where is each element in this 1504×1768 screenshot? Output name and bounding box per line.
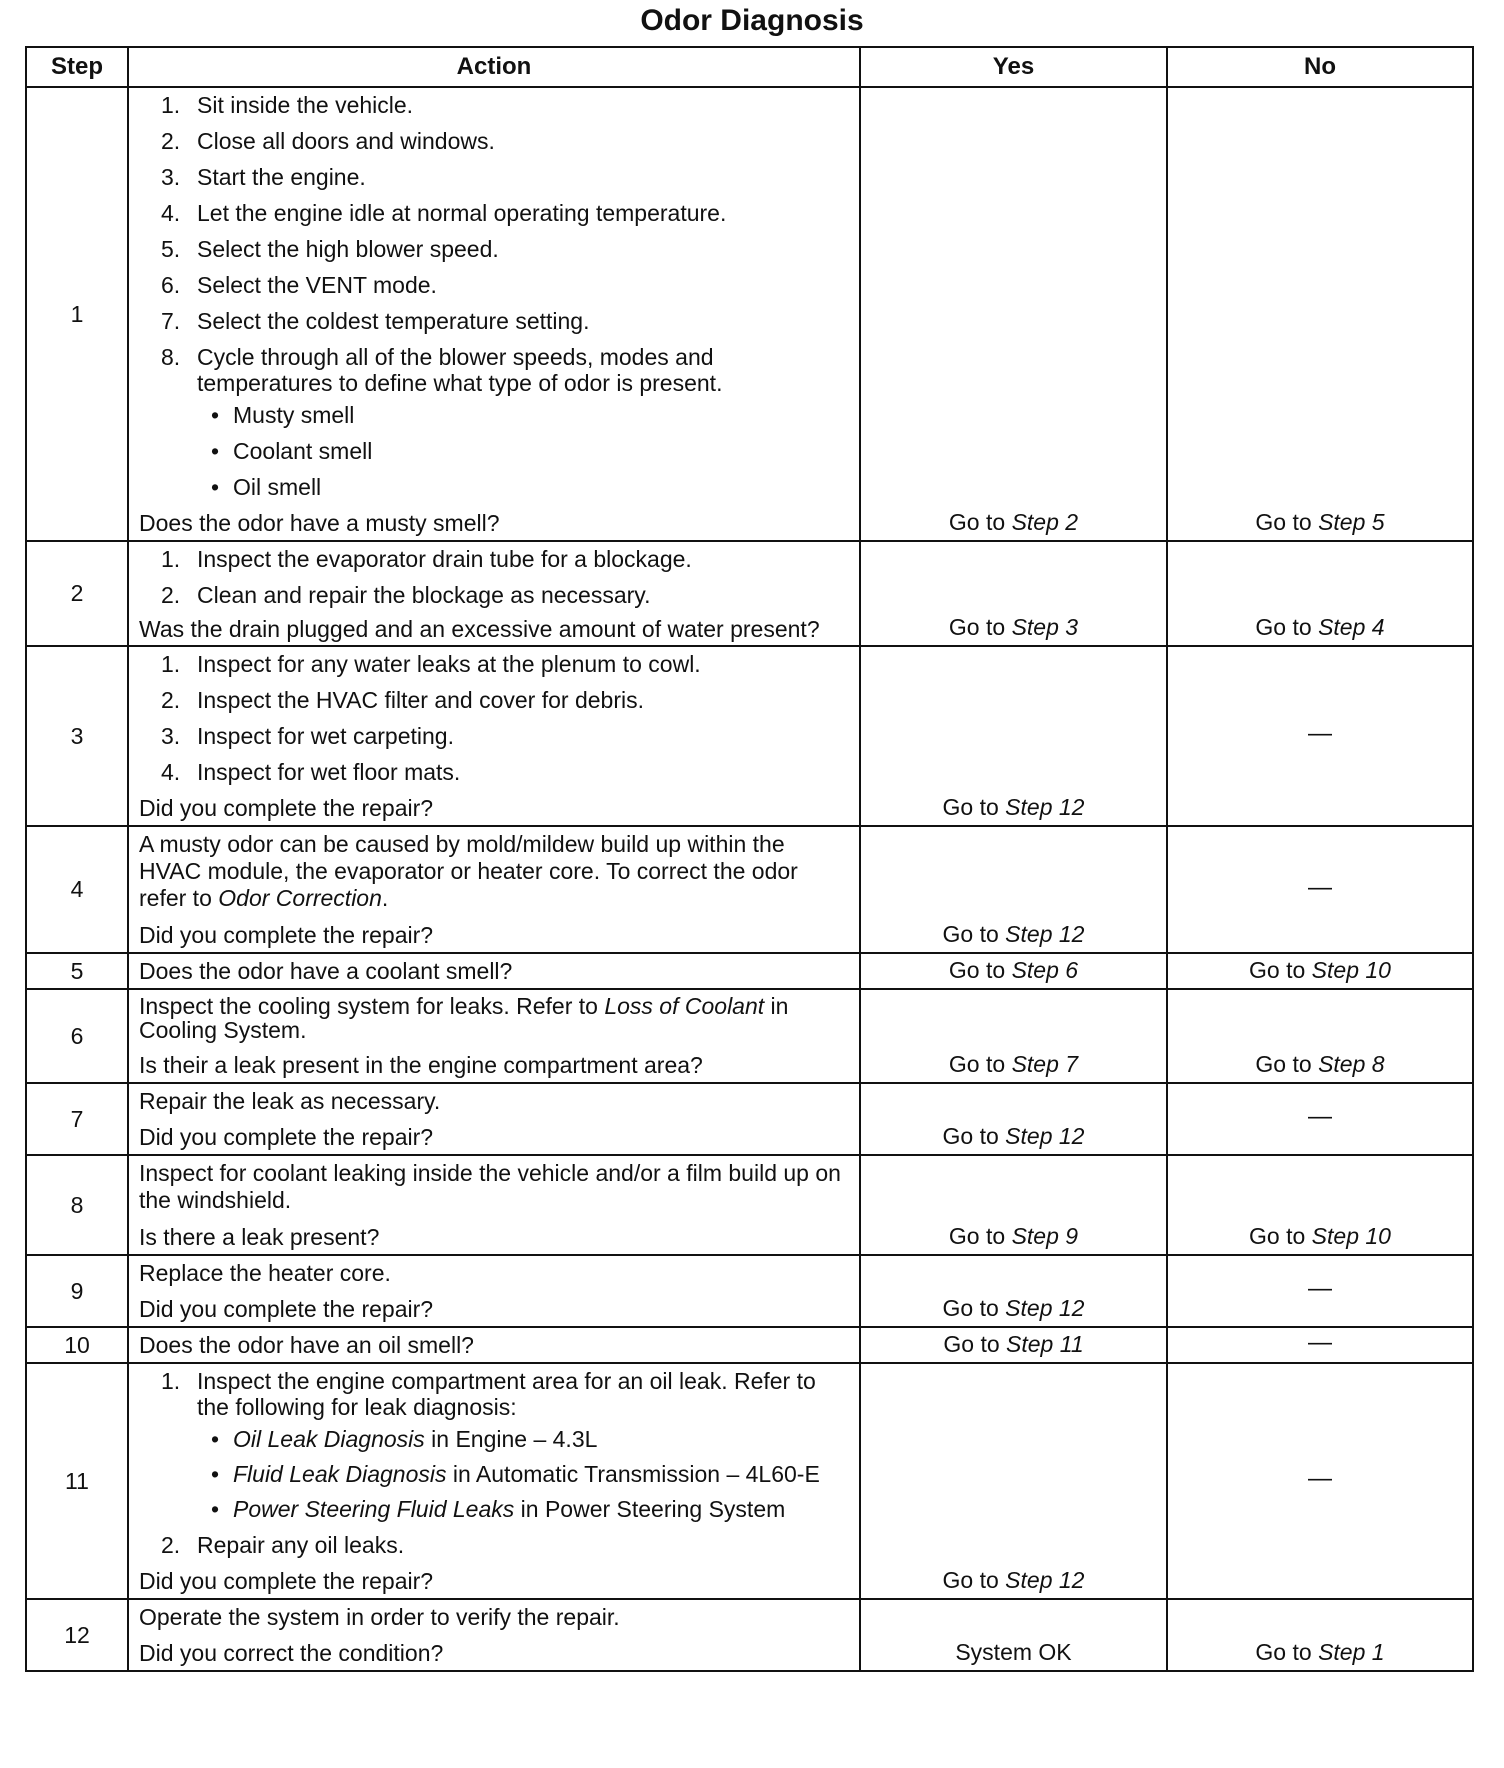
- table-row: [26, 541, 1473, 646]
- step-number: 8: [26, 1155, 128, 1255]
- step-number: 7: [26, 1083, 128, 1155]
- bullet-list: [139, 402, 849, 500]
- step-number: 5: [26, 953, 128, 989]
- numbered-list: [139, 92, 849, 396]
- list-item: 8. Cycle through all of the blower speeds, modes and temperatures to define what type of odor is present.: [161, 344, 723, 396]
- header-yes: Yes: [860, 47, 1167, 87]
- bullet-item: • Power Steering Fluid Leaks in Power Steering System: [211, 1496, 786, 1522]
- question: Does the odor have a coolant smell?: [139, 958, 513, 984]
- numbered-list: [139, 1532, 849, 1558]
- question: Is there a leak present?: [139, 1224, 380, 1250]
- table-row: [26, 1327, 1473, 1363]
- table-row: [26, 989, 1473, 1083]
- no-cell: Go to Step 4: [1167, 541, 1473, 646]
- action-cell: [128, 953, 860, 989]
- yes-cell: Go to Step 12: [860, 826, 1167, 953]
- header-step: Step: [26, 47, 128, 87]
- list-item: 2. Clean and repair the blockage as necessary.: [161, 582, 651, 608]
- table-row: [26, 1255, 1473, 1327]
- no-cell: Go to Step 10: [1167, 1155, 1473, 1255]
- action-cell: A musty odor can be caused by mold/mildew build up within the HVAC module, the evaporator or heater core. To correct the odor refer to Odor Correction. Did you complete the repair?: [128, 826, 860, 953]
- bullet-item: • Oil smell: [211, 474, 322, 500]
- table-row: [26, 1599, 1473, 1671]
- bullet-item: • Coolant smell: [211, 438, 373, 464]
- list-item: 6. Select the VENT mode.: [161, 272, 437, 298]
- question: Did you complete the repair?: [139, 1568, 434, 1594]
- step-number: 1: [26, 87, 128, 541]
- numbered-list: [139, 1368, 849, 1420]
- action-cell: Repair the leak as necessary. Did you complete the repair?: [128, 1083, 860, 1155]
- list-item: 2. Repair any oil leaks.: [161, 1532, 405, 1558]
- action-cell: [128, 646, 860, 826]
- yes-cell: Go to Step 9: [860, 1155, 1167, 1255]
- list-item: 1. Sit inside the vehicle.: [161, 92, 414, 118]
- question: Does the odor have an oil smell?: [139, 1332, 474, 1358]
- yes-cell: Go to Step 6: [860, 953, 1167, 989]
- no-cell: —: [1167, 1083, 1473, 1155]
- bullet-item: • Fluid Leak Diagnosis in Automatic Transmission – 4L60-E: [211, 1461, 820, 1487]
- list-item: 4. Let the engine idle at normal operating temperature.: [161, 200, 727, 226]
- yes-cell: Go to Step 12: [860, 1363, 1167, 1599]
- yes-cell: Go to Step 12: [860, 646, 1167, 826]
- list-item: 7. Select the coldest temperature setting.: [161, 308, 590, 334]
- header-action: Action: [128, 47, 860, 87]
- header-no: No: [1167, 47, 1473, 87]
- step-number: 3: [26, 646, 128, 826]
- step-number: 12: [26, 1599, 128, 1671]
- yes-cell: Go to Step 11: [860, 1327, 1167, 1363]
- header-row: [26, 47, 1473, 87]
- table-row: [26, 826, 1473, 953]
- action-cell: [128, 1363, 860, 1599]
- yes-cell: System OK: [860, 1599, 1167, 1671]
- list-item: 5. Select the high blower speed.: [161, 236, 499, 262]
- no-cell: —: [1167, 1363, 1473, 1599]
- numbered-list: [139, 546, 849, 608]
- yes-cell: Go to Step 3: [860, 541, 1167, 646]
- list-item: 1. Inspect the engine compartment area for an oil leak. Refer to the following for leak diagnosis:: [161, 1368, 816, 1420]
- action-cell: [128, 1327, 860, 1363]
- page-title: Odor Diagnosis: [640, 4, 864, 37]
- question: Did you complete the repair?: [139, 922, 434, 948]
- question: Did you correct the condition?: [139, 1640, 444, 1666]
- step-number: 6: [26, 989, 128, 1083]
- step-number: 9: [26, 1255, 128, 1327]
- bullet-list: [139, 1426, 849, 1522]
- question: Did you complete the repair?: [139, 1124, 434, 1150]
- yes-cell: Go to Step 12: [860, 1255, 1167, 1327]
- action-cell: Inspect the cooling system for leaks. Refer to Loss of Coolant in Cooling System. Is their a leak present in the engine compartment area?: [128, 989, 860, 1083]
- no-cell: —: [1167, 1255, 1473, 1327]
- action-cell: Inspect for coolant leaking inside the vehicle and/or a film build up on the windshield. Is there a leak present?: [128, 1155, 860, 1255]
- yes-cell: Go to Step 12: [860, 1083, 1167, 1155]
- no-cell: —: [1167, 1327, 1473, 1363]
- no-cell: Go to Step 10: [1167, 953, 1473, 989]
- no-cell: Go to Step 5: [1167, 87, 1473, 541]
- table-row: [26, 1155, 1473, 1255]
- table-row: [26, 953, 1473, 989]
- no-cell: Go to Step 8: [1167, 989, 1473, 1083]
- table-row: [26, 1083, 1473, 1155]
- table-row: [26, 87, 1473, 541]
- action-cell: [128, 541, 860, 646]
- yes-cell: Go to Step 7: [860, 989, 1167, 1083]
- question: Does the odor have a musty smell?: [139, 510, 500, 536]
- step-number: 11: [26, 1363, 128, 1599]
- list-item: 3. Inspect for wet carpeting.: [161, 723, 454, 749]
- list-item: 1. Inspect for any water leaks at the plenum to cowl.: [161, 651, 701, 677]
- list-item: 3. Start the engine.: [161, 164, 366, 190]
- no-cell: —: [1167, 826, 1473, 953]
- table-row: [26, 1363, 1473, 1599]
- odor-diagnosis-table: [25, 46, 1474, 1672]
- list-item: 1. Inspect the evaporator drain tube for a blockage.: [161, 546, 692, 572]
- bullet-item: • Musty smell: [211, 402, 355, 428]
- table-row: [26, 646, 1473, 826]
- question: Did you complete the repair?: [139, 1296, 434, 1322]
- action-cell: [128, 87, 860, 541]
- bullet-item: • Oil Leak Diagnosis in Engine – 4.3L: [211, 1426, 598, 1452]
- list-item: 2. Inspect the HVAC filter and cover for debris.: [161, 687, 644, 713]
- numbered-list: [139, 651, 849, 785]
- step-number: 4: [26, 826, 128, 953]
- list-item: 4. Inspect for wet floor mats.: [161, 759, 461, 785]
- no-cell: Go to Step 1: [1167, 1599, 1473, 1671]
- action-cell: Replace the heater core. Did you complete the repair?: [128, 1255, 860, 1327]
- step-number: 2: [26, 541, 128, 646]
- question: Was the drain plugged and an excessive amount of water present?: [139, 616, 820, 642]
- list-item: 2. Close all doors and windows.: [161, 128, 495, 154]
- action-cell: Operate the system in order to verify the repair. Did you correct the condition?: [128, 1599, 860, 1671]
- question: Is their a leak present in the engine compartment area?: [139, 1052, 703, 1078]
- yes-cell: Go to Step 2: [860, 87, 1167, 541]
- question: Did you complete the repair?: [139, 795, 434, 821]
- no-cell: —: [1167, 646, 1473, 826]
- step-number: 10: [26, 1327, 128, 1363]
